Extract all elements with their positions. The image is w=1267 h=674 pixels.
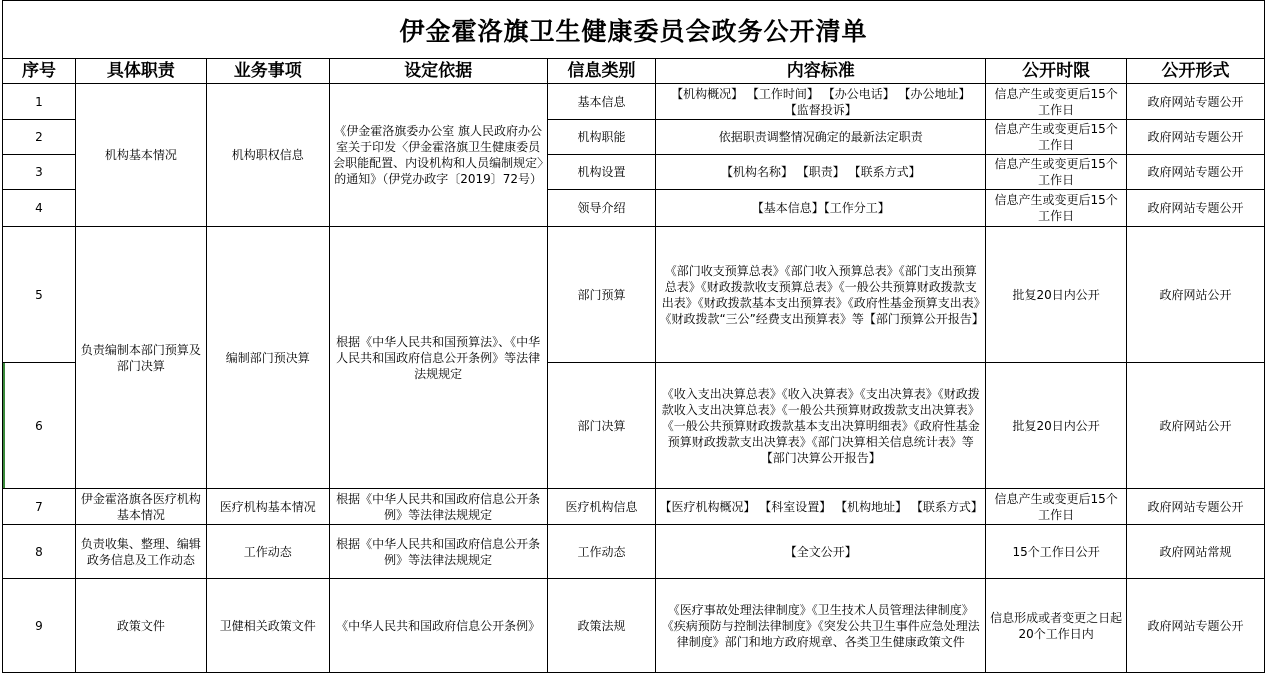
form-cell[interactable]: 政府网站专题公开 (1127, 579, 1265, 673)
basis-cell[interactable]: 根据《中华人民共和国政府信息公开条例》等法律法规规定 (329, 489, 547, 525)
table-row (3, 489, 1265, 525)
time-limit-cell[interactable]: 信息产生或变更后15个工作日 (986, 84, 1127, 120)
form-cell[interactable]: 政府网站公开 (1127, 227, 1265, 363)
header-cell-category[interactable]: 信息类别 (547, 59, 656, 84)
table-row (3, 579, 1265, 673)
row-number[interactable]: 3 (3, 155, 76, 190)
category-cell[interactable]: 工作动态 (547, 525, 656, 579)
header-cell-standard[interactable]: 内容标准 (656, 59, 986, 84)
time-limit-cell[interactable]: 信息产生或变更后15个工作日 (986, 489, 1127, 525)
row-number[interactable]: 5 (3, 227, 76, 363)
category-cell[interactable]: 政策法规 (547, 579, 656, 673)
standard-cell[interactable]: 《部门收支预算总表》《部门收入预算总表》《部门支出预算总表》《财政拨款收支预算总表》《一般公共预算财政拨款支出表》《财政拨款基本支出预算表》《政府性基金预算支出表》《财政拨款“三公”经费支出预算表》等【部门预算公开报告】 (656, 227, 986, 363)
duty-cell[interactable]: 机构基本情况 (75, 84, 206, 227)
form-cell[interactable]: 政府网站专题公开 (1127, 190, 1265, 227)
item-cell[interactable]: 医疗机构基本情况 (206, 489, 329, 525)
time-limit-cell[interactable]: 信息产生或变更后15个工作日 (986, 190, 1127, 227)
form-cell[interactable]: 政府网站公开 (1127, 363, 1265, 489)
standard-cell[interactable]: 【机构概况】 【工作时间】 【办公电话】 【办公地址】 【监督投诉】 (656, 84, 986, 120)
sheet-title: 伊金霍洛旗卫生健康委员会政务公开清单 (399, 16, 868, 46)
disclosure-table (2, 58, 1265, 673)
standard-cell[interactable]: 【基本信息】【工作分工】 (656, 190, 986, 227)
table-row (3, 84, 1265, 120)
form-cell[interactable]: 政府网站专题公开 (1127, 489, 1265, 525)
header-cell-item[interactable]: 业务事项 (206, 59, 329, 84)
basis-cell[interactable]: 《中华人民共和国政府信息公开条例》 (329, 579, 547, 673)
time-limit-cell[interactable]: 批复20日内公开 (986, 227, 1127, 363)
table-row (3, 227, 1265, 363)
header-cell-duty[interactable]: 具体职责 (75, 59, 206, 84)
category-cell[interactable]: 医疗机构信息 (547, 489, 656, 525)
category-cell[interactable]: 部门预算 (547, 227, 656, 363)
item-cell[interactable]: 卫健相关政策文件 (206, 579, 329, 673)
item-cell[interactable]: 机构职权信息 (206, 84, 329, 227)
duty-cell[interactable]: 伊金霍洛旗各医疗机构基本情况 (75, 489, 206, 525)
standard-cell[interactable]: 【医疗机构概况】 【科室设置】 【机构地址】 【联系方式】 (656, 489, 986, 525)
form-cell[interactable]: 政府网站常规 (1127, 525, 1265, 579)
header-cell-basis[interactable]: 设定依据 (329, 59, 547, 84)
header-cell-time-limit[interactable]: 公开时限 (986, 59, 1127, 84)
row-number[interactable]: 9 (3, 579, 76, 673)
category-cell[interactable]: 机构设置 (547, 155, 656, 190)
form-cell[interactable]: 政府网站专题公开 (1127, 84, 1265, 120)
standard-cell[interactable]: 【全文公开】 (656, 525, 986, 579)
standard-cell[interactable]: 《医疗事故处理法律制度》《卫生技术人员管理法律制度》《疾病预防与控制法律制度》《突发公共卫生事件应急处理法律制度》部门和地方政府规章、各类卫生健康政策文件 (656, 579, 986, 673)
form-cell[interactable]: 政府网站专题公开 (1127, 155, 1265, 190)
table-row (3, 525, 1265, 579)
header-cell-form[interactable]: 公开形式 (1127, 59, 1265, 84)
time-limit-cell[interactable]: 信息产生或变更后15个工作日 (986, 120, 1127, 155)
duty-cell[interactable]: 负责收集、整理、编辑政务信息及工作动态 (75, 525, 206, 579)
time-limit-cell[interactable]: 批复20日内公开 (986, 363, 1127, 489)
category-cell[interactable]: 机构职能 (547, 120, 656, 155)
item-cell[interactable]: 工作动态 (206, 525, 329, 579)
header-cell-no[interactable]: 序号 (3, 59, 76, 84)
form-cell[interactable]: 政府网站专题公开 (1127, 120, 1265, 155)
duty-cell[interactable]: 负责编制本部门预算及部门决算 (75, 227, 206, 489)
time-limit-cell[interactable]: 信息形成或者变更之日起20个工作日内 (986, 579, 1127, 673)
standard-cell[interactable]: 《收入支出决算总表》《收入决算表》《支出决算表》《财政拨款收入支出决算总表》《一般公共预算财政拨款支出决算表》《一般公共预算财政拨款基本支出决算明细表》《政府性基金预算财政拨款支出决算表》《部门决算相关信息统计表》等【部门决算公开报告】 (656, 363, 986, 489)
item-cell[interactable]: 编制部门预决算 (206, 227, 329, 489)
row-number[interactable]: 4 (3, 190, 76, 227)
row-number[interactable]: 7 (3, 489, 76, 525)
time-limit-cell[interactable]: 15个工作日公开 (986, 525, 1127, 579)
standard-cell[interactable]: 依据职责调整情况确定的最新法定职责 (656, 120, 986, 155)
duty-cell[interactable]: 政策文件 (75, 579, 206, 673)
basis-cell[interactable]: 《伊金霍洛旗委办公室 旗人民政府办公室关于印发〈伊金霍洛旗卫生健康委员会职能配置、内设机构和人员编制规定〉的通知》（伊党办政字〔2019〕72号） (329, 84, 547, 227)
category-cell[interactable]: 基本信息 (547, 84, 656, 120)
category-cell[interactable]: 部门决算 (547, 363, 656, 489)
header-row (3, 59, 1265, 84)
basis-cell[interactable]: 根据《中华人民共和国预算法》、《中华人民共和国政府信息公开条例》等法律法规规定 (329, 227, 547, 489)
standard-cell[interactable]: 【机构名称】 【职责】 【联系方式】 (656, 155, 986, 190)
time-limit-cell[interactable]: 信息产生或变更后15个工作日 (986, 155, 1127, 190)
sheet-title-cell[interactable] (2, 0, 1265, 58)
row-number[interactable]: 8 (3, 525, 76, 579)
row-number[interactable]: 1 (3, 84, 76, 120)
category-cell[interactable]: 领导介绍 (547, 190, 656, 227)
basis-cell[interactable]: 根据《中华人民共和国政府信息公开条例》等法律法规规定 (329, 525, 547, 579)
row-number[interactable]: 6 (3, 363, 76, 489)
row-number[interactable]: 2 (3, 120, 76, 155)
